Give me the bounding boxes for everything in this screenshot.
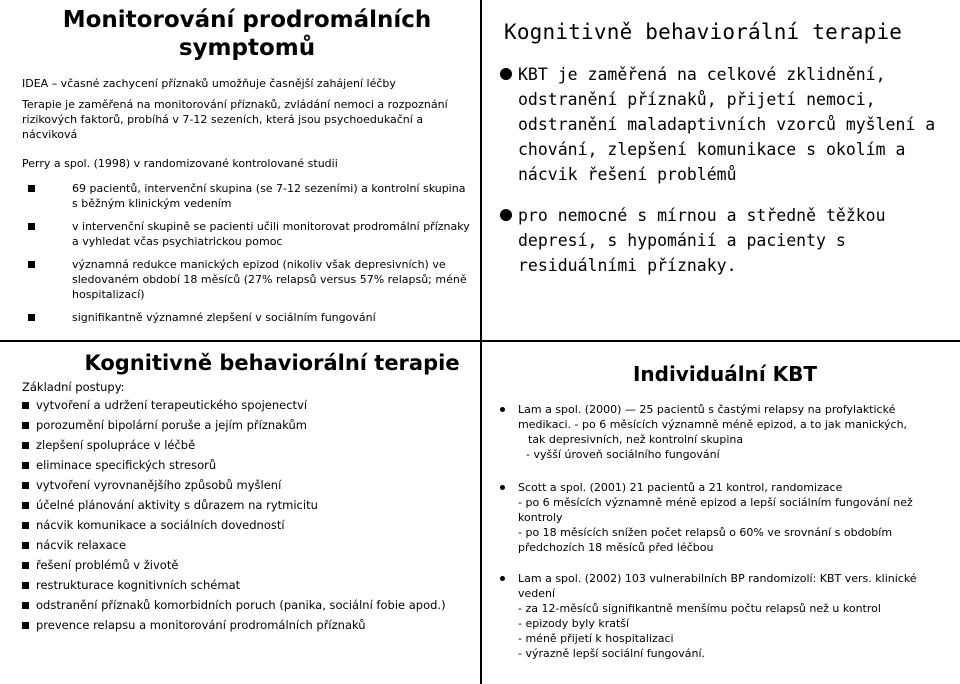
list-item: řešení problémů v životě — [22, 558, 472, 573]
idea-paragraph: IDEA – včasné zachycení příznaků umožňuje časnější zahájení léčby — [22, 77, 396, 90]
list-item: nácvik relaxace — [22, 538, 472, 553]
square-bullet-icon — [22, 582, 29, 589]
square-bullet-icon — [22, 622, 29, 629]
list-item: vytvoření a udržení terapeutického spojenectví — [22, 398, 472, 413]
square-bullet-icon — [22, 562, 29, 569]
square-bullet-icon — [22, 502, 29, 509]
square-bullet-icon — [22, 402, 29, 409]
list-item: nácvik komunikace a sociálních dovedností — [22, 518, 472, 533]
list-item: vytvoření vyrovnanějšího způsobů myšlení — [22, 478, 472, 493]
list-item: pro nemocné s mírnou a středně těžkou depresí, s hypománií a pacienty s residuálními příznaky. — [500, 203, 950, 278]
square-bullet-icon — [28, 314, 35, 321]
panel-title: Monitorování prodromálních symptomů — [62, 7, 432, 61]
panel-kbt-overview — [500, 6, 950, 336]
study-block — [500, 480, 950, 555]
list-item: eliminace specifických stresorů — [22, 458, 472, 473]
basic-procedures-heading: Základní postupy: — [22, 380, 125, 394]
panel-monitoring — [22, 6, 472, 336]
list-item: prevence relapsu a monitorování prodromálních příznaků — [22, 618, 472, 633]
panel-title: Individuální KBT — [632, 362, 818, 386]
list-item: signifikantně významné zlepšení v sociálním fungování — [22, 310, 472, 325]
square-bullet-icon — [22, 482, 29, 489]
study-head: Lam a spol. (2002) 103 vulnerabilních BP randomizolí: KBT vers. klinické vedení — [518, 572, 917, 600]
list-item: odstranění příznaků komorbidních poruch (panika, sociální fobie apod.) — [22, 598, 472, 613]
list-item: porozumění bipolární poruše a jejím příznakům — [22, 418, 472, 433]
round-bullet-icon — [500, 209, 512, 221]
panel-title: Kognitivně behaviorální terapie — [504, 20, 903, 44]
study-line: - vyšší úroveň sociálního fungování — [526, 448, 720, 461]
list-item: 69 pacientů, intervenční skupina (se 7-12 sezeními) a kontrolní skupina s běžným klinickým vedením — [22, 181, 472, 211]
perry-study-line: Perry a spol. (1998) v randomizované kontrolované studii — [22, 157, 338, 170]
study-line: - po 18 měsících snížen počet relapsů o 60% ve srovnání s obdobím předchozích 18 měsíců před léčbou — [518, 526, 893, 554]
therapy-paragraph: Terapie je zaměřená na monitorování příznaků, zvládání nemoci a rozpoznání rizikových faktorů, probíhá v 7-12 sezeních, která jsou psychoedukační a nácviková — [22, 98, 448, 141]
list-item: významná redukce manických epizod (nikoliv však depresivních) ve sledovaném období 18 měsíců (27% relapsů versus 57% relapsů; méně hospitalizací) — [22, 257, 472, 302]
square-bullet-icon — [22, 462, 29, 469]
study-line: - výrazně lepší sociální fungování. — [518, 647, 706, 660]
list-item: zlepšení spolupráce v léčbě — [22, 438, 472, 453]
vertical-divider — [480, 0, 482, 684]
round-bullet-icon — [500, 485, 505, 490]
panel-kbt-procedures — [22, 350, 472, 680]
study-line: - epizody byly kratší — [518, 617, 630, 630]
square-bullet-icon — [28, 185, 35, 192]
round-bullet-icon — [500, 68, 512, 80]
round-bullet-icon — [500, 576, 505, 581]
overview-list — [500, 62, 950, 278]
square-bullet-icon — [28, 261, 35, 268]
square-bullet-icon — [22, 422, 29, 429]
study-line: - po 6 měsících významně méně epizod a lepší sociálním fungování než kontroly — [518, 496, 913, 524]
study-head: Lam a spol. (2000) — 25 pacientů s častými relapsy na profylaktické — [518, 403, 896, 416]
list-item: v intervenční skupině se pacienti učili monitorovat prodromální příznaky a vyhledat včas psychiatrickou pomoc — [22, 219, 472, 249]
study-block — [500, 402, 950, 462]
round-bullet-icon — [500, 407, 505, 412]
square-bullet-icon — [22, 602, 29, 609]
list-item: KBT je zaměřená na celkové zklidnění, odstranění příznaků, přijetí nemoci, odstranění maladaptivních vzorců myšlení a chování, zlepšení komunikace s okolím a nácvik řešení problémů — [500, 62, 950, 187]
study-block — [500, 571, 950, 661]
study-line: medikaci. - po 6 měsících významně méně epizod, a to jak manických, — [518, 418, 908, 431]
square-bullet-icon — [22, 542, 29, 549]
study-head: Scott a spol. (2001) 21 pacientů a 21 kontrol, randomizace — [518, 481, 843, 494]
panel-individual-kbt — [500, 350, 950, 680]
study-line: - za 12-měsíců signifikantně menšímu počtu relapsů než u kontrol — [518, 602, 881, 615]
horizontal-divider — [0, 340, 960, 342]
list-item: účelné plánování aktivity s důrazem na rytmicitu — [22, 498, 472, 513]
square-bullet-icon — [22, 442, 29, 449]
panel-title: Kognitivně behaviorální terapie — [84, 351, 460, 375]
square-bullet-icon — [28, 223, 35, 230]
study-line: tak depresivních, než kontrolní skupina — [528, 433, 744, 446]
list-item: restrukturace kognitivních schémat — [22, 578, 472, 593]
study-line: - méně přijetí k hospitalizaci — [518, 632, 674, 645]
square-bullet-icon — [22, 522, 29, 529]
